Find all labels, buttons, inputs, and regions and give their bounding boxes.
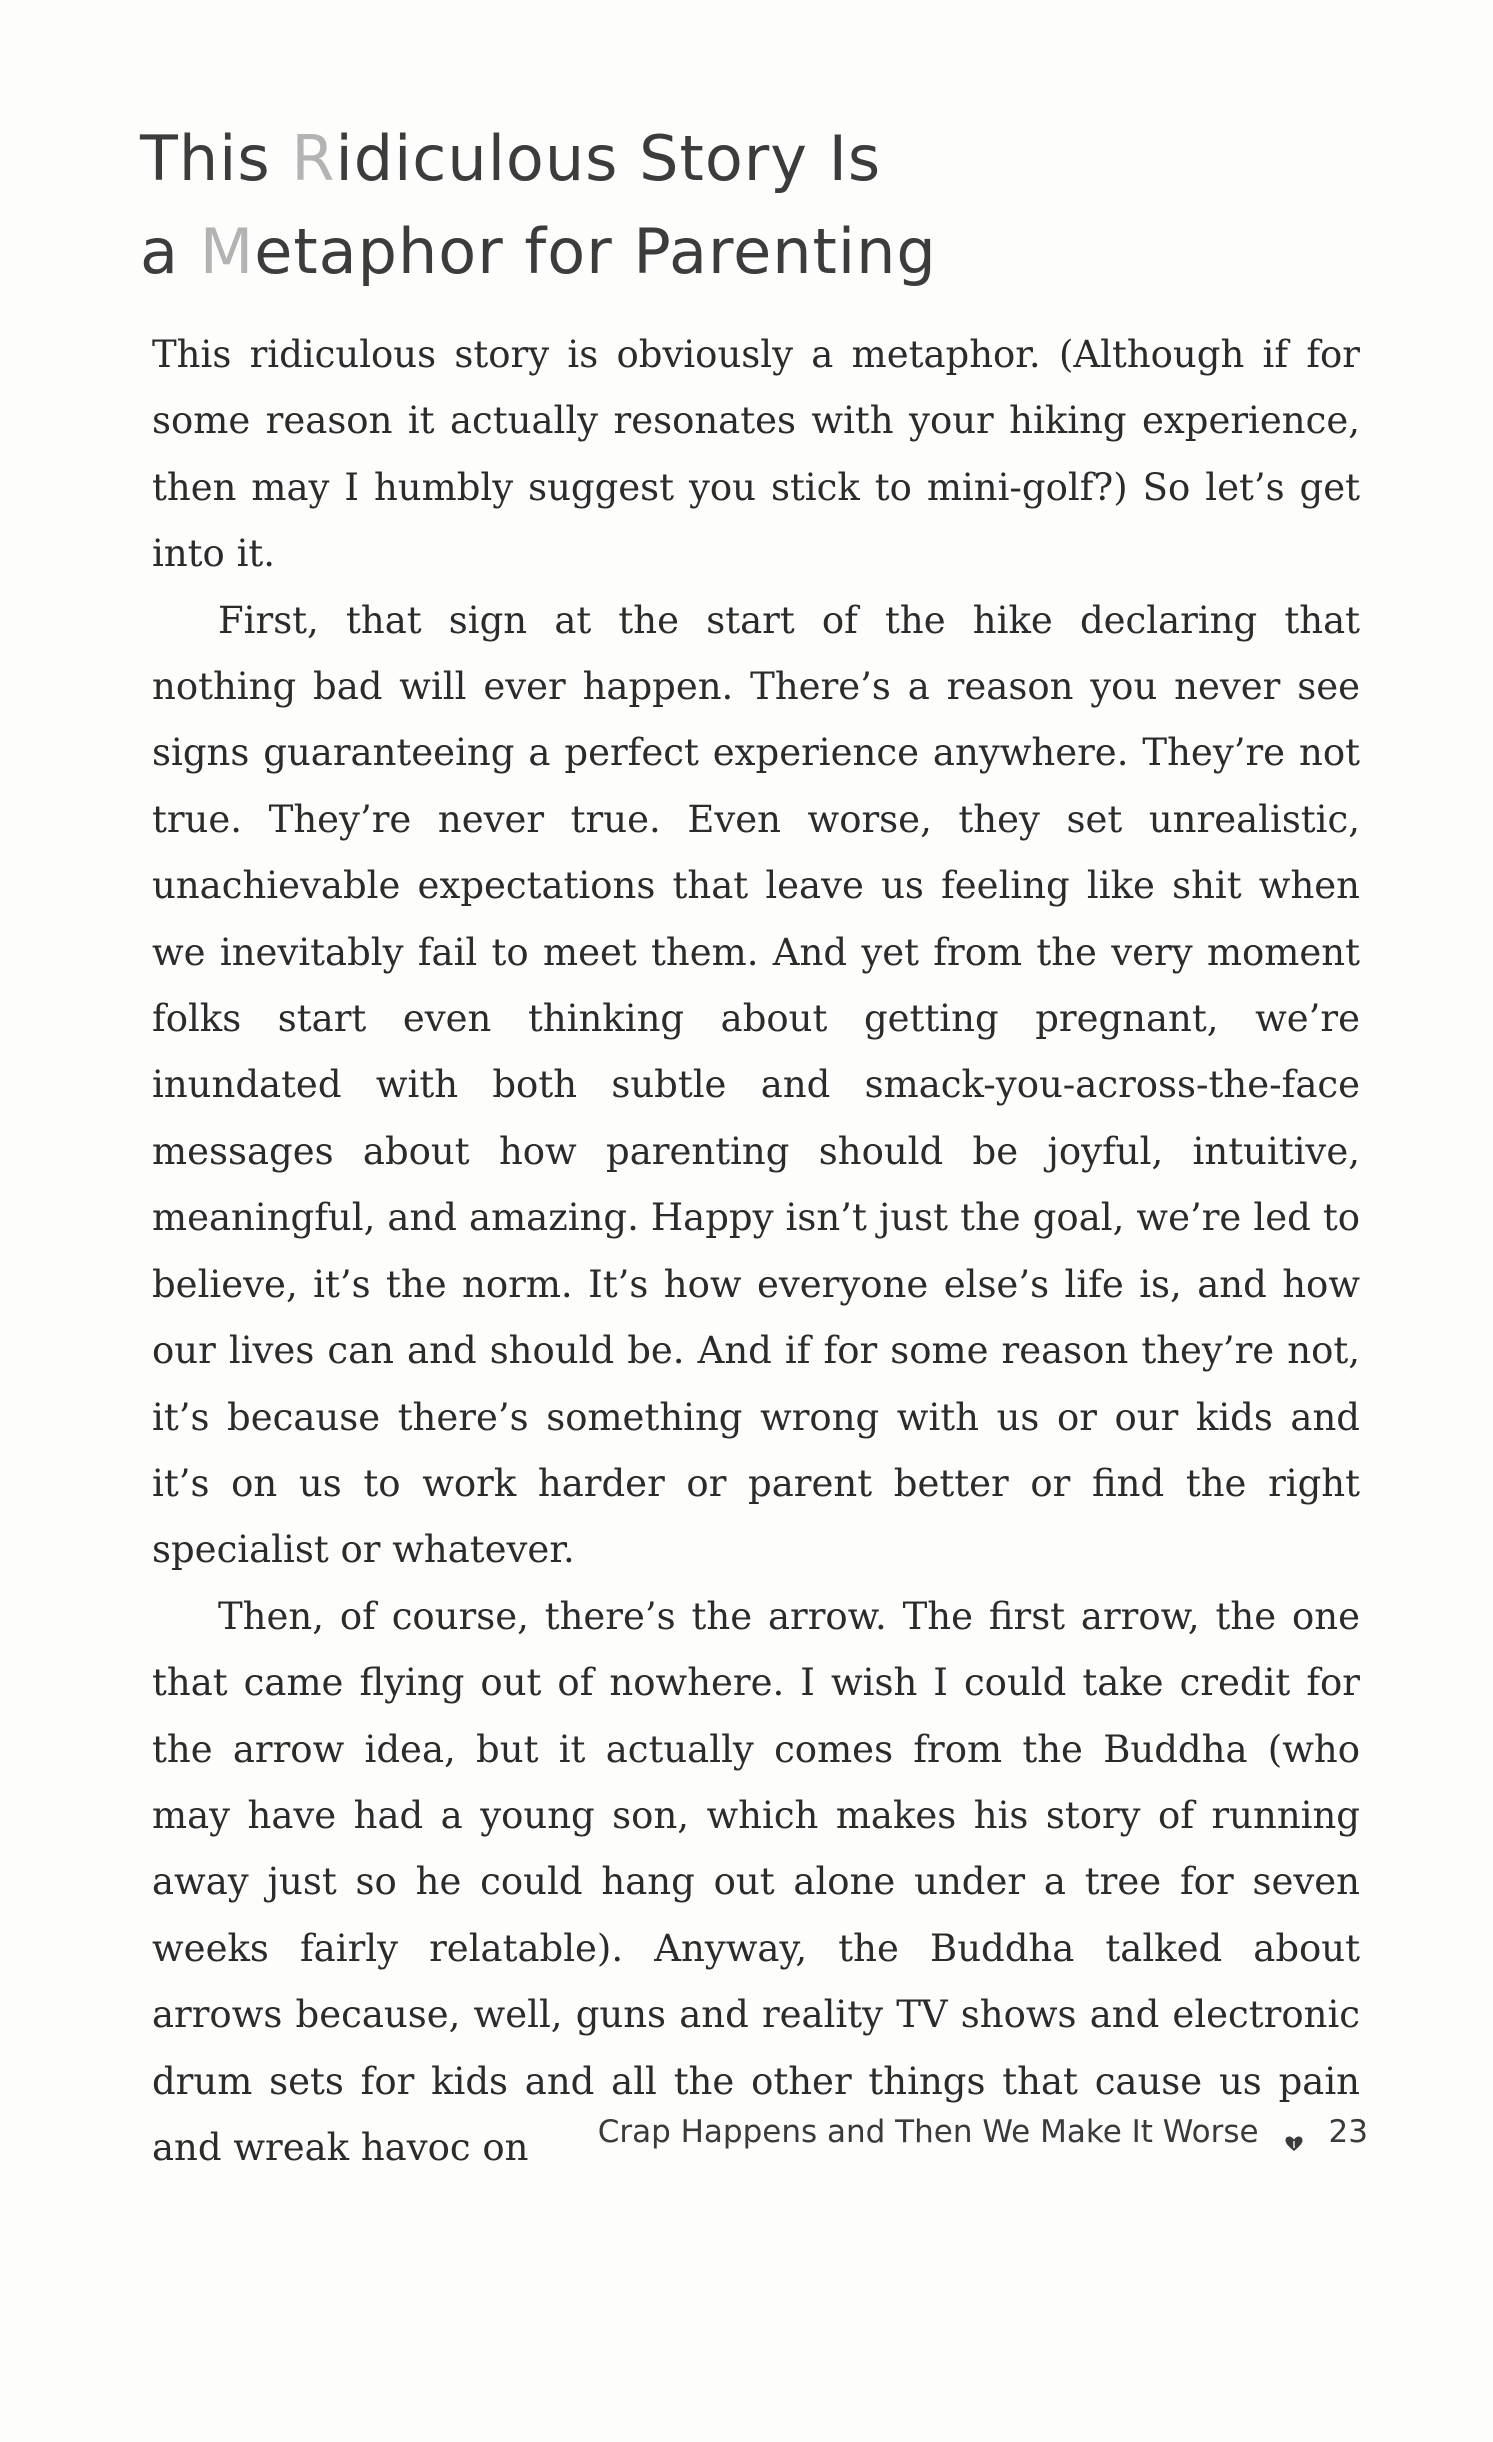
paragraph-3: Then, of course, there’s the arrow. The first arrow, the one that came flying out of nowhere. I wish I could take credit for the arrow idea, but it actually comes from the Buddha (who may have had a young son, which makes his story of running away just so he could hang out alone under a tree for seven weeks fairly relatable). Anyway, the Buddha talked about arrows because, well, guns and reality TV shows and electronic drum sets for kids and all the other things that cause us pain and wreak havoc on [152, 1594, 1360, 2169]
heading-line-1 [140, 112, 1360, 205]
section-heading [140, 112, 1360, 298]
heading-accent-letter: M [199, 215, 255, 288]
running-title: Crap Happens and Then We Make It Worse [597, 2114, 1259, 2150]
heading-initial: T [140, 122, 179, 195]
paragraph-2: First, that sign at the start of the hike declaring that nothing bad will ever happen. There’s a reason you never see signs guaranteeing a perfect experience anywhere. They’re not true. They’re never true. Even worse, they set unrealistic, unachievable expectations that leave us feeling like shit when we inevitably fail to meet them. And yet from the very moment folks start even thinking about getting pregnant, we’re inundated with both subtle and smack-you-across-the-face messages about how parenting should be joyful, intuitive, meaningful, and amazing. Happy isn’t just the goal, we’re led to believe, it’s the norm. It’s how everyone else’s life is, and how our lives can and should be. And if for some reason they’re not, it’s because there’s something wrong with us or our kids and it’s on us to work harder or parent better or find the right specialist or whatever. [152, 598, 1360, 1572]
heart-ornament-icon [1285, 2124, 1303, 2140]
heading-text: etaphor for Parenting [254, 215, 937, 288]
page-footer [598, 2114, 1368, 2150]
heading-line-2 [140, 205, 1360, 298]
heading-text: a [140, 215, 200, 288]
heading-text: idiculous Story Is [335, 122, 882, 195]
paragraph-1: This ridiculous story is obviously a metaphor. (Although if for some reason it actually resonates with your hiking experience, then may I humbly suggest you stick to mini-golf?) So let’s get into it. [152, 333, 1360, 576]
body-text [152, 322, 1360, 2181]
page-number: 23 [1328, 2114, 1368, 2150]
heading-text: his [178, 122, 292, 195]
heading-accent-letter: R [291, 122, 336, 195]
